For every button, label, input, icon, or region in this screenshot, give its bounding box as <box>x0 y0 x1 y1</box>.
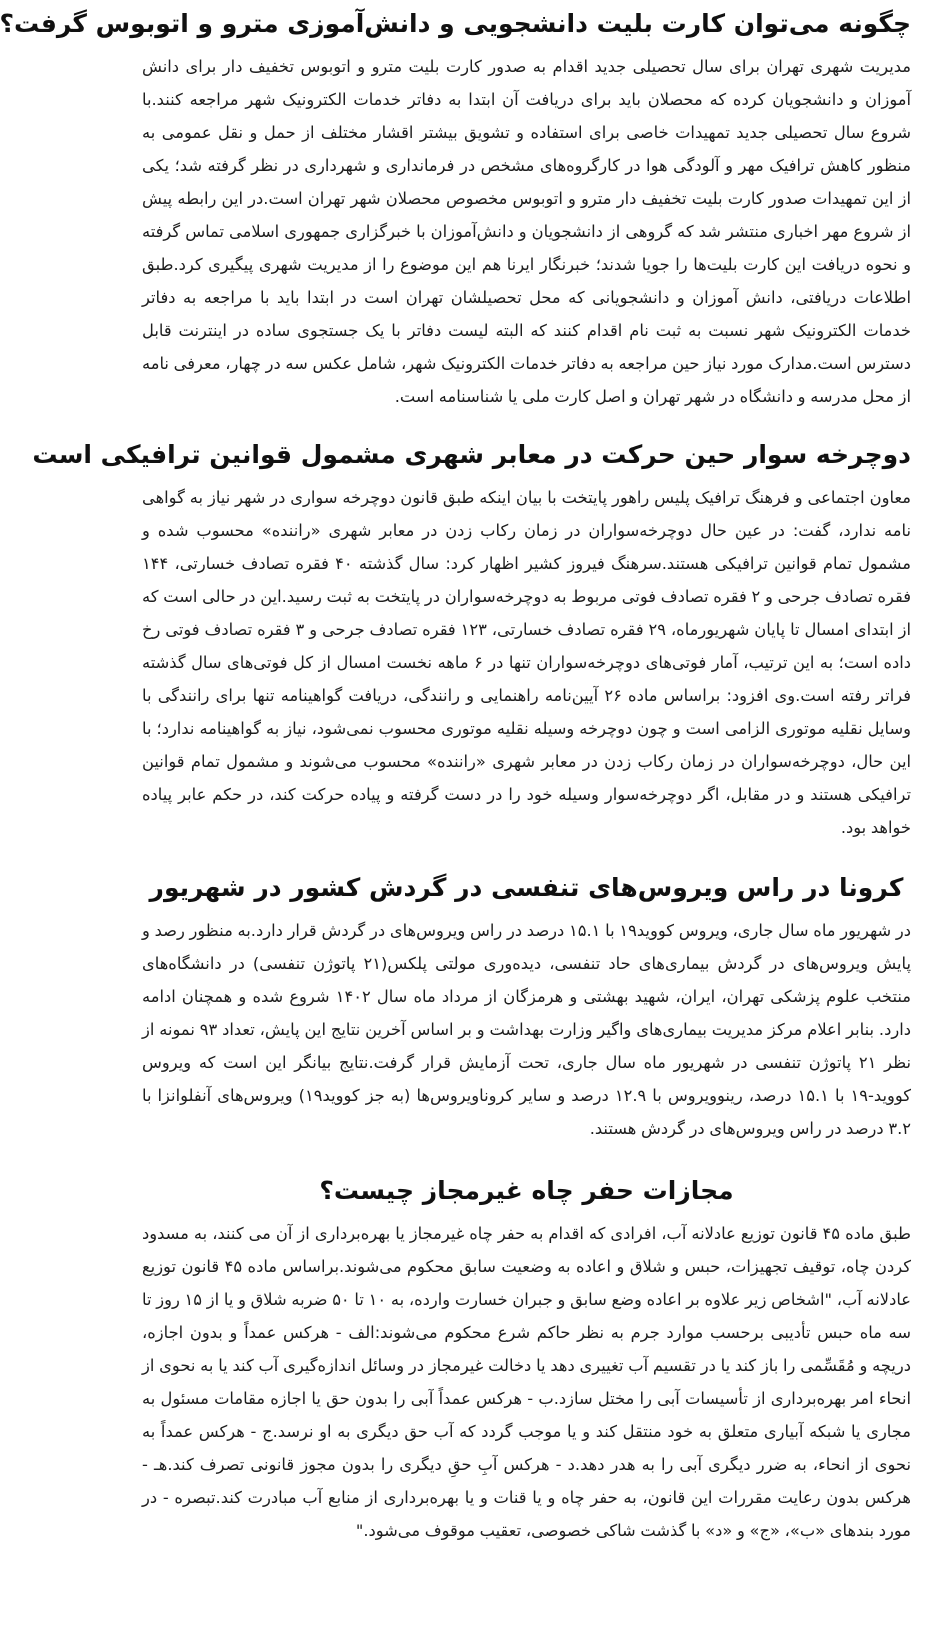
article-body: مدیریت شهری تهران برای سال تحصیلی جدید اقدام به صدور کارت بلیت مترو و اتوبوس تخفیف دار برای دانش آموزان و دانشجویان کرده که محصلان باید برای دریافت آن ابتدا به دفاتر خدمات الکترونیک شهر مراجعه کنند.با شروع سال تحصیلی جدید تمهیدات خاصی برای استفاده و تشویق بیشتر اقشار مختلف از حمل و نقل عمومی به منظور کاهش ترافیک مهر و آلودگی هوا در کارگروه‌های مشخص در فرمانداری و شهرداری در نظر گرفته شد؛ یکی از این تمهیدات صدور کارت بلیت تخفیف دار مترو و اتوبوس مخصوص محصلان شهر تهران است.در این رابطه پیش از شروع مهر اخباری منتشر شد که گروهی از دانشجویان و دانش‌آموزان با خبرگزاری جمهوری اسلامی تماس گرفته و نحوه دریافت این کارت بلیت‌ها را جویا شدند؛ خبرنگار ایرنا هم این موضوع را از مدیریت شهری پیگیری کرد.طبق اطلاعات دریافتی، دانش آموزان و دانشجویانی که محل تحصیلشان تهران است در ابتدا باید با مراجعه به دفاتر خدمات الکترونیک شهر نسبت به ثبت نام اقدام کنند که البته لیست دفاتر با یک جستجوی ساده در اینترنت قابل دسترس است.مدارک مورد نیاز حین مراجعه به دفاتر خدمات الکترونیک شهر، شامل عکس سه در چهار، معرفی نامه از محل مدرسه و دانشگاه در شهر تهران و اصل کارت ملی یا شناسنامه است. <box>142 57 911 406</box>
article-respiratory-viruses <box>142 868 911 1145</box>
article-headline: مجازات حفر چاه غیرمجاز چیست؟ <box>319 1176 734 1205</box>
article-body: در شهریور ماه سال جاری، ویروس کووید۱۹ با ۱۵.۱ درصد در راس ویروس‌های در گردش قرار دارد.به منظور رصد و پایش ویروس‌های در گردش بیماری‌های حاد تنفسی، دیده‌وری مولتی پلکس(۲۱ پاتوژن تنفسی) در دانشگاه‌های منتخب علوم پزشکی تهران، ایران، شهید بهشتی و هرمزگان از مرداد ماه سال ۱۴۰۲ شروع شده و همچنان ادامه دارد. بنابر اعلام مرکز مدیریت بیماری‌های واگیر وزارت بهداشت و بر اساس آخرین نتایج این پایش، تعداد ۹۳ نمونه از نظر ۲۱ پاتوژن تنفسی در شهریور ماه سال جاری، تحت آزمایش قرار گرفت.نتایج بیانگر این است که ویروس کووید-۱۹ با ۱۵.۱ درصد، رینوویروس با ۱۲.۹ درصد و سایر کروناویروس‌ها (به جز کووید۱۹) ویروس‌های آنفلوانزا با ۳.۲ درصد در راس ویروس‌های در گردش هستند. <box>142 921 912 1138</box>
article-body: معاون اجتماعی و فرهنگ ترافیک پلیس راهور پایتخت با بیان اینکه طبق قانون دوچرخه سواری در شهر نیاز به گواهی نامه ندارد، گفت: در عین حال دوچرخه‌سواران در زمان رکاب زدن در معابر شهری «راننده» محسوب شده و مشمول تمام قوانین ترافیکی هستند.سرهنگ فیروز کشیر اظهار کرد: سال گذشته ۴۰ فقره تصادف خسارتی، ۱۴۴ فقره تصادف جرحی و ۲ فقره تصادف فوتی مربوط به دوچرخه‌سواران در پایتخت به ثبت رسید.این در حالی است که از ابتدای امسال تا پایان شهریورماه، ۲۹ فقره تصادف خسارتی، ۱۲۳ فقره تصادف جرحی و ۳ فقره تصادف فوتی رخ داده است؛ به این ترتیب، آمار فوتی‌های دوچرخه‌سواران تنها در ۶ ماهه نخست امسال از کل فوتی‌های سال گذشته فراتر رفته است.وی افزود: براساس ماده ۲۶ آیین‌نامه راهنمایی و رانندگی، دریافت گواهینامه تنها برای رانندگی با وسایل نقلیه موتوری الزامی است و چون دوچرخه وسیله نقلیه موتوری محسوب نمی‌شود، نیاز به گواهینامه ندارد؛ با این حال، دوچرخه‌سواران در زمان رکاب زدن در معابر شهری «راننده» محسوب می‌شوند و مشمول تمام قوانین ترافیکی هستند و در مقابل، اگر دوچرخه‌سوار وسیله خود را در دست گرفته و پیاده حرکت کند، در حکم عابر پیاده خواهد بود. <box>142 488 912 837</box>
article-metro-student-card <box>0 4 911 413</box>
article-illegal-well-penalty <box>142 1171 911 1547</box>
article-body: طبق ماده ۴۵ قانون توزیع عادلانه آب، افرادی که اقدام به حفر چاه غیرمجاز یا بهره‌برداری از آن می کنند، به مسدود کردن چاه، توقیف تجهیزات، حبس و شلاق و اعاده به وضعیت سابق محکوم می‌شوند.براساس ماده ۴۵ قانون توزیع عادلانه آب، "اشخاص زیر علاوه بر اعاده وضع سابق و جبران خسارت وارده، به ۱۰ تا ۵۰ ضربه شلاق و یا از ۱۵ روز تا سه ماه حبس تأدیبی برحسب موارد جرم به نظر حاکم شرع محکوم می‌شوند:الف - هرکس عمداً و بدون اجازه، دریچه و مُقَسِّمی را باز کند یا در تقسیم آب تغییری دهد یا دخالت غیرمجاز در وسائل اندازه‌گیری آب کند یا به نحوی از انحاء امر بهره‌برداری از تأسیسات آبی را مختل سازد.ب - هرکس عمداً آبی را بدون حق یا اجازه مقامات مسئول به مجاری یا شبکه آبیاری متعلق به خود منتقل کند و یا موجب گردد که آب حق دیگری به او نرسد.ج - هرکس عمداً به نحوی از انحاء، به ضرر دیگری آبی را به هدر دهد.د - هرکس آبِ حقِ دیگری را بدون مجوز قانونی تصرف کند.هـ - هرکس بدون رعایت مقررات این قانون، به حفر چاه و یا قنات و یا بهره‌برداری از منابع آب مبادرت کند.تبصره - در مورد بندهای «ب»، «ج» و «د» با گذشت شاکی خصوصی، تعقیب موقوف می‌شود." <box>142 1224 912 1540</box>
article-headline: کرونا در راس ویروس‌های تنفسی در گردش کشور در شهریور <box>149 873 904 902</box>
article-headline: دوچرخه سوار حین حرکت در معابر شهری مشمول قوانین ترافیکی است <box>32 440 911 469</box>
article-cyclist-traffic-law <box>32 435 912 844</box>
article-headline: چگونه می‌توان کارت بلیت دانشجویی و دانش‌آموزی مترو و اتوبوس گرفت؟ <box>0 9 911 38</box>
